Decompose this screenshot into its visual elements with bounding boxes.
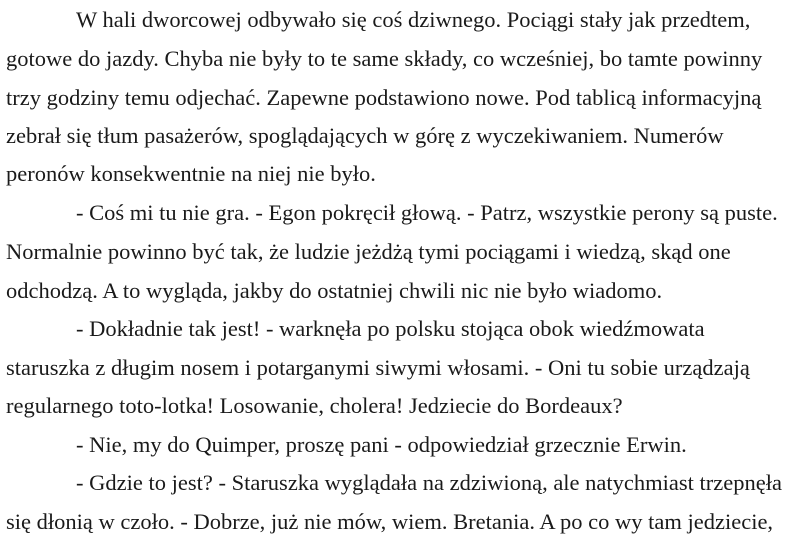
text-line: staruszka z długim nosem i potarganymi siwymi włosami. - Oni tu sobie urządzają — [6, 355, 750, 380]
text-line: - Nie, my do Quimper, proszę pani - odpowiedział grzecznie Erwin. — [76, 432, 687, 457]
text-line: - Coś mi tu nie gra. - Egon pokręcił głową. - Patrz, wszystkie perony są puste. — [76, 200, 778, 225]
text-line: W hali dworcowej odbywało się coś dziwnego. Pociągi stały jak przedtem, — [76, 7, 751, 32]
text-line: zebrał się tłum pasażerów, spoglądających w górę z wyczekiwaniem. Numerów — [6, 123, 724, 148]
text-line: Normalnie powinno być tak, że ludzie jeżdżą tymi pociągami i wiedzą, skąd one — [6, 239, 731, 264]
text-line: odchodzą. A to wygląda, jakby do ostatniej chwili nic nie było wiadomo. — [6, 278, 663, 303]
text-line: - Dokładnie tak jest! - warknęła po polsku stojąca obok wiedźmowata — [76, 316, 705, 341]
text-line: regularnego toto-lotka! Losowanie, cholera! Jedziecie do Bordeaux? — [6, 393, 623, 418]
text-line: gotowe do jazdy. Chyba nie były to te same składy, co wcześniej, bo tamte powinny — [6, 46, 763, 71]
text-line: peronów konsekwentnie na niej nie było. — [6, 161, 376, 186]
text-line: się dłonią w czoło. - Dobrze, już nie mów, wiem. Bretania. A po co wy tam jedziecie, — [6, 509, 774, 534]
text-line: - Gdzie to jest? - Staruszka wyglądała na zdziwioną, ale natychmiast trzepnęła — [76, 470, 782, 495]
text-line: trzy godziny temu odjechać. Zapewne podstawiono nowe. Pod tablicą informacyjną — [6, 85, 762, 110]
